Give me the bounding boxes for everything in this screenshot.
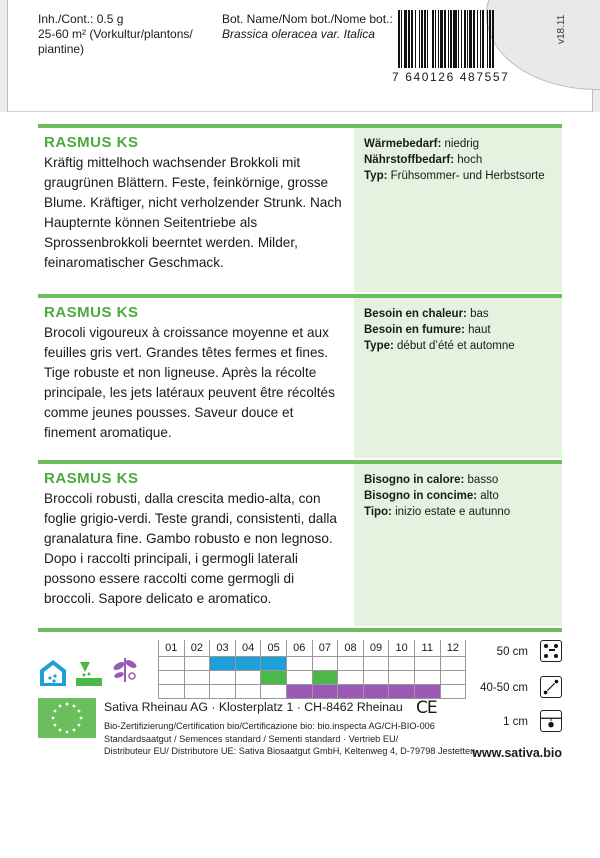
calendar-cell xyxy=(184,684,210,698)
calendar-cell xyxy=(338,670,364,684)
property-value: début d’été et automne xyxy=(393,340,515,352)
calendar-month-label: 06 xyxy=(286,640,312,656)
calendar-cell xyxy=(440,670,466,684)
calendar-cell xyxy=(440,656,466,670)
calendar-cell xyxy=(235,684,261,698)
calendar-cell xyxy=(338,684,364,698)
contents-info xyxy=(38,12,193,57)
section-german xyxy=(38,124,562,292)
property-label: Nährstoffbedarf: xyxy=(364,154,455,166)
properties-panel xyxy=(354,128,562,292)
calendar-month-label: 11 xyxy=(414,640,440,656)
variety-description-block xyxy=(38,128,354,292)
property-label: Type: xyxy=(364,340,394,352)
calendar-cell xyxy=(389,656,415,670)
barcode-image xyxy=(398,10,540,68)
bottom-info xyxy=(38,628,562,858)
calendar-cell xyxy=(414,656,440,670)
botanical-info xyxy=(222,12,393,42)
row-spacing-icon xyxy=(540,640,562,662)
property-value: inizio estate e autunno xyxy=(391,506,511,518)
property-row xyxy=(364,306,562,322)
calendar-cell xyxy=(414,670,440,684)
property-row xyxy=(364,472,562,488)
calendar-cell xyxy=(235,656,261,670)
variety-name: RASMUS KS xyxy=(44,470,139,487)
variety-description: Kräftig mittelhoch wachsender Brokkoli mit graugrünen Blättern. Feste, feinkörnige, grosse Blume. Kräftiger, nicht verholzender Strunk. Nach Haupternte können Seitentriebe als Sprossenbrokkoli beerntet werden. Milder, feinaromatischer Geschmack. xyxy=(44,155,342,270)
plant-spacing-icon xyxy=(540,676,562,698)
calendar-cell xyxy=(312,656,338,670)
calendar-cell xyxy=(210,684,236,698)
version-code: v18.11 xyxy=(556,14,567,44)
calendar-row xyxy=(159,656,466,670)
calendar-month-label: 12 xyxy=(440,640,466,656)
property-label: Besoin en chaleur: xyxy=(364,308,467,320)
calendar-cell xyxy=(363,684,389,698)
calendar-row xyxy=(159,670,466,684)
calendar-cell xyxy=(286,684,312,698)
barcode-bar xyxy=(494,10,495,68)
variety-description: Broccoli robusti, dalla crescita medio-alta, con foglie grigio-verdi. Teste grandi, consistenti, dalla granalatura fine. Gambo robusto e non legnoso. Dopo i raccolti principali, i germogli laterali possono essere raccolti come germogli di broccoli. Sapore delicato e aromatico. xyxy=(44,491,337,606)
calendar-month-label: 10 xyxy=(389,640,415,656)
property-label: Bisogno in concime: xyxy=(364,490,478,502)
plant-distance-text: 40-50 cm xyxy=(480,682,528,694)
botanical-name: Brassica oleracea var. Italica xyxy=(222,27,375,41)
eu-organic-logo xyxy=(38,698,96,738)
calendar-month-label: 08 xyxy=(338,640,364,656)
certification-line: Bio-Zertifizierung/Certification bio/Certificazione bio: bio.inspecta AG/CH-BIO-006 xyxy=(104,721,435,731)
ce-mark: CE xyxy=(416,698,437,718)
calendar-cell xyxy=(312,670,338,684)
cultivation-calendar xyxy=(158,640,466,699)
calendar-table xyxy=(158,640,466,699)
harvest-icon xyxy=(110,654,140,684)
calendar-cell xyxy=(159,684,185,698)
calendar-row xyxy=(159,684,466,698)
property-label: Wärmebedarf: xyxy=(364,138,442,150)
company-address: Sativa Rheinau AG · Klosterplatz 1 · CH-8462 Rheinau xyxy=(104,700,403,714)
row-distance-text: 50 cm xyxy=(496,646,528,658)
calendar-cell xyxy=(363,656,389,670)
greenhouse-icon xyxy=(38,658,68,688)
calendar-month-label: 01 xyxy=(159,640,185,656)
barcode-number: 7 640126 487557 xyxy=(392,70,510,84)
property-row xyxy=(364,152,562,168)
variety-description: Brocoli vigoureux à croissance moyenne et aux feuilles gris vert. Grandes têtes fermes et fines. Tige robuste et non ligneuse. Après la récolte principale, les jets latéraux peuvent être récoltés comme jeunes pousses. Saveur douce et finement aromatique. xyxy=(44,325,335,440)
sowing-outdoor-icon xyxy=(74,658,104,688)
contents-line: 25-60 m² (Vorkultur/plantons/ xyxy=(38,27,193,41)
property-row xyxy=(364,168,562,184)
calendar-cell xyxy=(261,670,287,684)
property-row xyxy=(364,338,562,354)
property-value: Frühsommer- und Herbstsorte xyxy=(387,170,545,182)
calendar-cell xyxy=(414,684,440,698)
variety-description-block xyxy=(38,298,354,458)
calendar-cell xyxy=(210,670,236,684)
properties-panel xyxy=(354,464,562,626)
contents-line: Inh./Cont.: 0.5 g xyxy=(38,12,124,26)
calendar-cell xyxy=(159,656,185,670)
property-value: niedrig xyxy=(441,138,480,150)
calendar-cell xyxy=(261,684,287,698)
calendar-cell xyxy=(440,684,466,698)
certification-line: Standardsaatgut / Semences standard / Sementi standard · Vertrieb EU/ xyxy=(104,733,399,744)
calendar-month-label: 05 xyxy=(261,640,287,656)
calendar-cell xyxy=(210,656,236,670)
variety-name: RASMUS KS xyxy=(44,304,139,321)
botanical-label: Bot. Name/Nom bot./Nome bot.: xyxy=(222,12,393,26)
property-value: hoch xyxy=(454,154,483,166)
property-value: haut xyxy=(464,324,491,336)
property-row xyxy=(364,322,562,338)
calendar-cell xyxy=(389,684,415,698)
property-value: alto xyxy=(477,490,499,502)
calendar-cell xyxy=(235,670,261,684)
calendar-month-label: 07 xyxy=(312,640,338,656)
variety-name: RASMUS KS xyxy=(44,134,139,151)
calendar-cell xyxy=(363,670,389,684)
certification-text xyxy=(104,720,475,758)
property-value: bas xyxy=(466,308,489,320)
section-french xyxy=(38,294,562,458)
calendar-header-row xyxy=(159,640,466,656)
calendar-month-label: 04 xyxy=(235,640,261,656)
calendar-cell xyxy=(286,670,312,684)
properties-panel xyxy=(354,298,562,458)
property-label: Bisogno in calore: xyxy=(364,474,465,486)
calendar-month-label: 03 xyxy=(210,640,236,656)
section-italian xyxy=(38,460,562,626)
top-flap xyxy=(0,0,600,112)
calendar-cell xyxy=(312,684,338,698)
sowing-depth-text: 1 cm xyxy=(503,716,528,728)
calendar-cell xyxy=(159,670,185,684)
calendar-month-label: 09 xyxy=(363,640,389,656)
contents-line: piantine) xyxy=(38,42,85,56)
calendar-cell xyxy=(286,656,312,670)
flap-edge-left xyxy=(0,0,8,112)
calendar-cell xyxy=(261,656,287,670)
variety-description-block xyxy=(38,464,354,626)
sowing-depth-icon xyxy=(540,710,562,732)
property-row xyxy=(364,136,562,152)
property-label: Typ: xyxy=(364,170,388,182)
calendar-cell xyxy=(338,656,364,670)
property-row xyxy=(364,504,562,520)
certification-line: Distributeur EU/ Distributore UE: Sativa Biosaatgut GmbH, Keltenweg 4, D-79798 Jestetten xyxy=(104,746,476,756)
property-row xyxy=(364,488,562,504)
calendar-month-label: 02 xyxy=(184,640,210,656)
property-label: Besoin en fumure: xyxy=(364,324,465,336)
website-link[interactable]: www.sativa.bio xyxy=(472,746,562,760)
property-label: Tipo: xyxy=(364,506,392,518)
property-value: basso xyxy=(464,474,499,486)
calendar-cell xyxy=(184,670,210,684)
calendar-cell xyxy=(389,670,415,684)
calendar-cell xyxy=(184,656,210,670)
